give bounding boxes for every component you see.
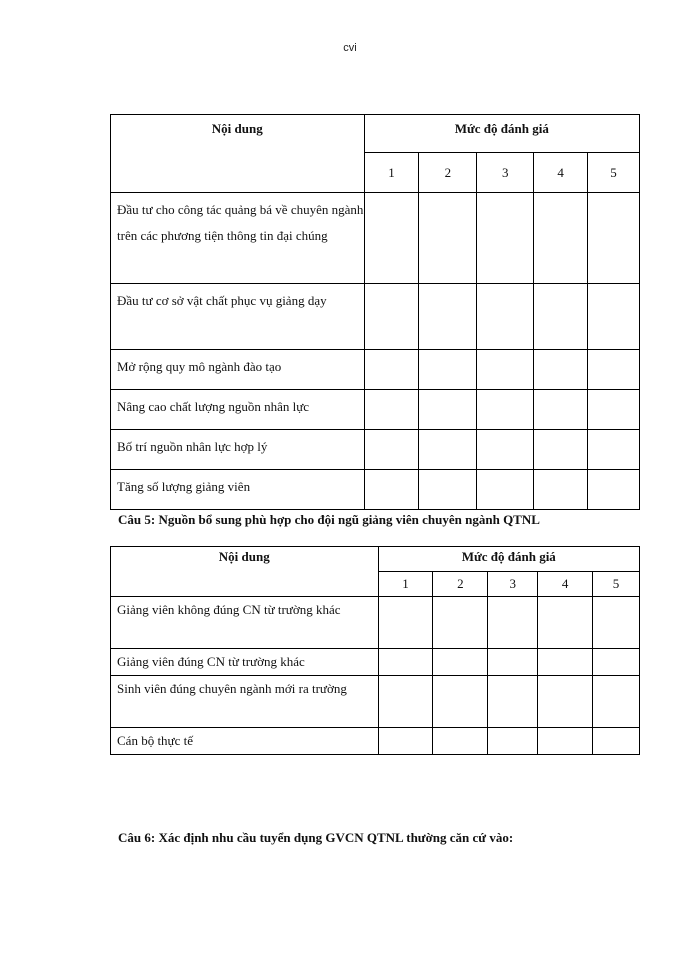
row-content: Đầu tư cho công tác quảng bá về chuyên ngành trên các phương tiện thông tin đại chúng [111, 193, 365, 284]
rating-cell[interactable] [419, 284, 477, 350]
rating-cell[interactable] [477, 390, 534, 430]
rating-cell[interactable] [534, 470, 588, 510]
rating-cell[interactable] [588, 430, 640, 470]
rating-cell[interactable] [364, 430, 419, 470]
question-5: Câu 5: Nguồn bổ sung phù hợp cho đội ngũ giảng viên chuyên ngành QTNL [118, 512, 540, 527]
table-row [111, 193, 640, 284]
rating-cell[interactable] [378, 676, 433, 728]
rating-table-2 [110, 546, 640, 755]
rating-cell[interactable] [593, 676, 640, 728]
level-label: 1 [364, 153, 419, 193]
table-row [111, 649, 640, 676]
rating-cell[interactable] [477, 284, 534, 350]
rating-cell[interactable] [364, 193, 419, 284]
rating-cell[interactable] [538, 676, 593, 728]
rating-cell[interactable] [419, 350, 477, 390]
rating-cell[interactable] [364, 284, 419, 350]
rating-cell[interactable] [534, 350, 588, 390]
rating-cell[interactable] [593, 728, 640, 755]
rating-cell[interactable] [378, 597, 433, 649]
row-content: Nâng cao chất lượng nguồn nhân lực [111, 390, 365, 430]
rating-cell[interactable] [593, 649, 640, 676]
rating-cell[interactable] [588, 193, 640, 284]
level-label: 5 [593, 572, 640, 597]
rating-cell[interactable] [477, 470, 534, 510]
rating-cell[interactable] [538, 649, 593, 676]
rating-cell[interactable] [364, 390, 419, 430]
rating-cell[interactable] [419, 470, 477, 510]
rating-cell[interactable] [433, 676, 488, 728]
rating-cell[interactable] [588, 390, 640, 430]
rating-cell[interactable] [534, 390, 588, 430]
row-content: Giảng viên đúng CN từ trường khác [111, 649, 379, 676]
table-row [111, 676, 640, 728]
row-content: Giảng viên không đúng CN từ trường khác [111, 597, 379, 649]
level-label: 4 [534, 153, 588, 193]
rating-cell[interactable] [378, 649, 433, 676]
rating-cell[interactable] [477, 430, 534, 470]
rating-cell[interactable] [488, 728, 538, 755]
page-number: cvi [343, 42, 357, 54]
table-row [111, 470, 640, 510]
table-row [111, 597, 640, 649]
row-content: Cán bộ thực tế [111, 728, 379, 755]
level-label: 1 [378, 572, 433, 597]
table-row [111, 284, 640, 350]
question-6: Câu 6: Xác định nhu cầu tuyển dụng GVCN QTNL thường căn cứ vào: [118, 830, 514, 845]
table-row [111, 430, 640, 470]
rating-cell[interactable] [588, 350, 640, 390]
rating-cell[interactable] [477, 350, 534, 390]
rating-cell[interactable] [433, 597, 488, 649]
rating-cell[interactable] [593, 597, 640, 649]
rating-cell[interactable] [588, 284, 640, 350]
level-label: 3 [488, 572, 538, 597]
row-content: Đầu tư cơ sở vật chất phục vụ giảng dạy [111, 284, 365, 350]
rating-cell[interactable] [538, 597, 593, 649]
rating-cell[interactable] [488, 676, 538, 728]
rating-cell[interactable] [477, 193, 534, 284]
rating-table-1 [110, 114, 640, 510]
header-rating: Mức độ đánh giá [364, 115, 639, 153]
rating-cell[interactable] [534, 284, 588, 350]
row-content: Bố trí nguồn nhân lực hợp lý [111, 430, 365, 470]
rating-cell[interactable] [364, 350, 419, 390]
header-rating: Mức độ đánh giá [378, 547, 640, 572]
level-label: 3 [477, 153, 534, 193]
row-content: Mở rộng quy mô ngành đào tạo [111, 350, 365, 390]
level-label: 5 [588, 153, 640, 193]
level-label: 4 [538, 572, 593, 597]
rating-cell[interactable] [433, 649, 488, 676]
rating-cell[interactable] [378, 728, 433, 755]
rating-cell[interactable] [488, 597, 538, 649]
rating-cell[interactable] [419, 430, 477, 470]
level-label: 2 [433, 572, 488, 597]
rating-cell[interactable] [364, 470, 419, 510]
rating-cell[interactable] [588, 470, 640, 510]
rating-cell[interactable] [488, 649, 538, 676]
header-content: Nội dung [111, 115, 365, 193]
row-content: Sinh viên đúng chuyên ngành mới ra trường [111, 676, 379, 728]
table-row [111, 350, 640, 390]
rating-cell[interactable] [534, 193, 588, 284]
rating-cell[interactable] [538, 728, 593, 755]
row-content: Tăng số lượng giảng viên [111, 470, 365, 510]
header-content: Nội dung [111, 547, 379, 597]
rating-cell[interactable] [433, 728, 488, 755]
rating-cell[interactable] [419, 390, 477, 430]
rating-cell[interactable] [534, 430, 588, 470]
table-row [111, 728, 640, 755]
rating-cell[interactable] [419, 193, 477, 284]
level-label: 2 [419, 153, 477, 193]
table-row [111, 390, 640, 430]
